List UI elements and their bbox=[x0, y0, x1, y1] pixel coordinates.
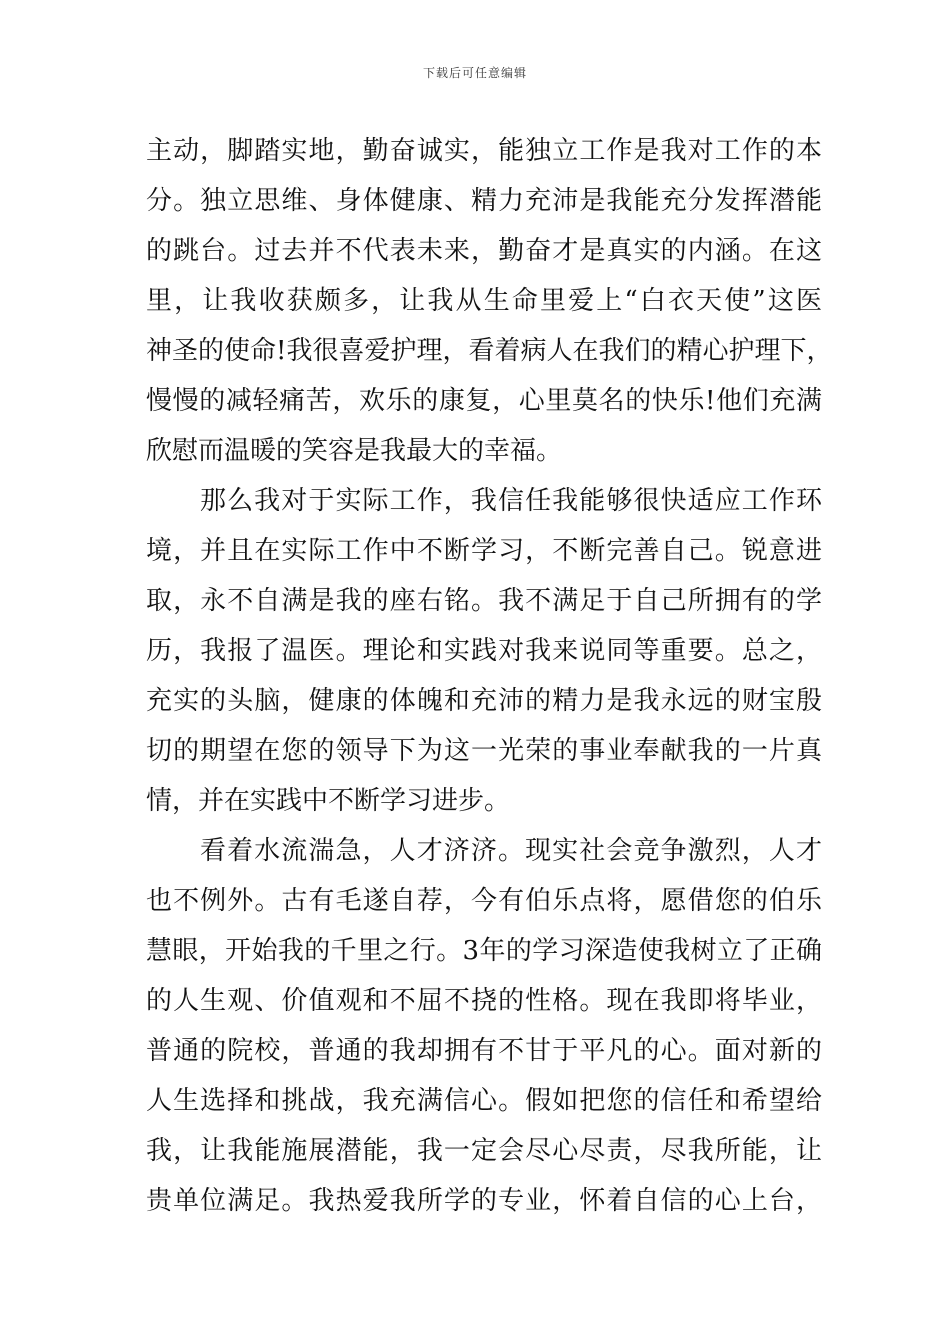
text-line: 里，让我收获颇多，让我从生命里爱上“白衣天使”这医 bbox=[146, 286, 822, 316]
text-line: 分。独立思维、身体健康、精力充沛是我能充分发挥潜能 bbox=[146, 186, 822, 216]
text-line: 历，我报了温医。理论和实践对我来说同等重要。总之， bbox=[146, 636, 822, 666]
text-line: 欣慰而温暖的笑容是我最大的幸福。 bbox=[146, 436, 563, 466]
text-line: 慢慢的减轻痛苦，欢乐的康复，心里莫名的快乐!他们充满 bbox=[146, 386, 822, 416]
text-line: 贵单位满足。我热爱我所学的专业，怀着自信的心上台， bbox=[146, 1186, 822, 1216]
page-header: 下载后可任意编辑 bbox=[422, 66, 527, 80]
text-line: 也不例外。古有毛遂自荐，今有伯乐点将，愿借您的伯乐 bbox=[146, 886, 822, 916]
text-line: 那么我对于实际工作，我信任我能够很快适应工作环 bbox=[200, 486, 822, 516]
paragraph-3 bbox=[146, 826, 822, 1226]
text-line: 神圣的使命!我很喜爱护理，看着病人在我们的精心护理下， bbox=[146, 336, 833, 366]
text-line: 充实的头脑，健康的体魄和充沛的精力是我永远的财宝殷 bbox=[146, 686, 822, 716]
text-line: 普通的院校，普通的我却拥有不甘于平凡的心。面对新的 bbox=[146, 1036, 822, 1066]
text-line: 主动，脚踏实地，勤奋诚实，能独立工作是我对工作的本 bbox=[146, 136, 822, 166]
text-line: 我，让我能施展潜能，我一定会尽心尽责，尽我所能，让 bbox=[146, 1136, 822, 1166]
text-line: 人生选择和挑战，我充满信心。假如把您的信任和希望给 bbox=[146, 1086, 822, 1116]
document-body bbox=[146, 126, 833, 1226]
paragraph-2 bbox=[146, 476, 822, 826]
text-line: 看着水流湍急，人才济济。现实社会竞争激烈，人才 bbox=[200, 836, 822, 866]
text-line: 的跳台。过去并不代表未来，勤奋才是真实的内涵。在这 bbox=[146, 236, 822, 266]
text-line: 取，永不自满是我的座右铭。我不满足于自己所拥有的学 bbox=[146, 586, 822, 616]
paragraph-1 bbox=[146, 126, 833, 476]
text-line: 慧眼，开始我的千里之行。3年的学习深造使我树立了正确 bbox=[146, 936, 822, 966]
text-line: 境，并且在实际工作中不断学习，不断完善自己。锐意进 bbox=[146, 536, 822, 566]
text-line: 切的期望在您的领导下为这一光荣的事业奉献我的一片真 bbox=[146, 736, 822, 766]
text-line: 情，并在实践中不断学习进步。 bbox=[146, 786, 511, 816]
text-line: 的人生观、价值观和不屈不挠的性格。现在我即将毕业， bbox=[146, 986, 822, 1016]
